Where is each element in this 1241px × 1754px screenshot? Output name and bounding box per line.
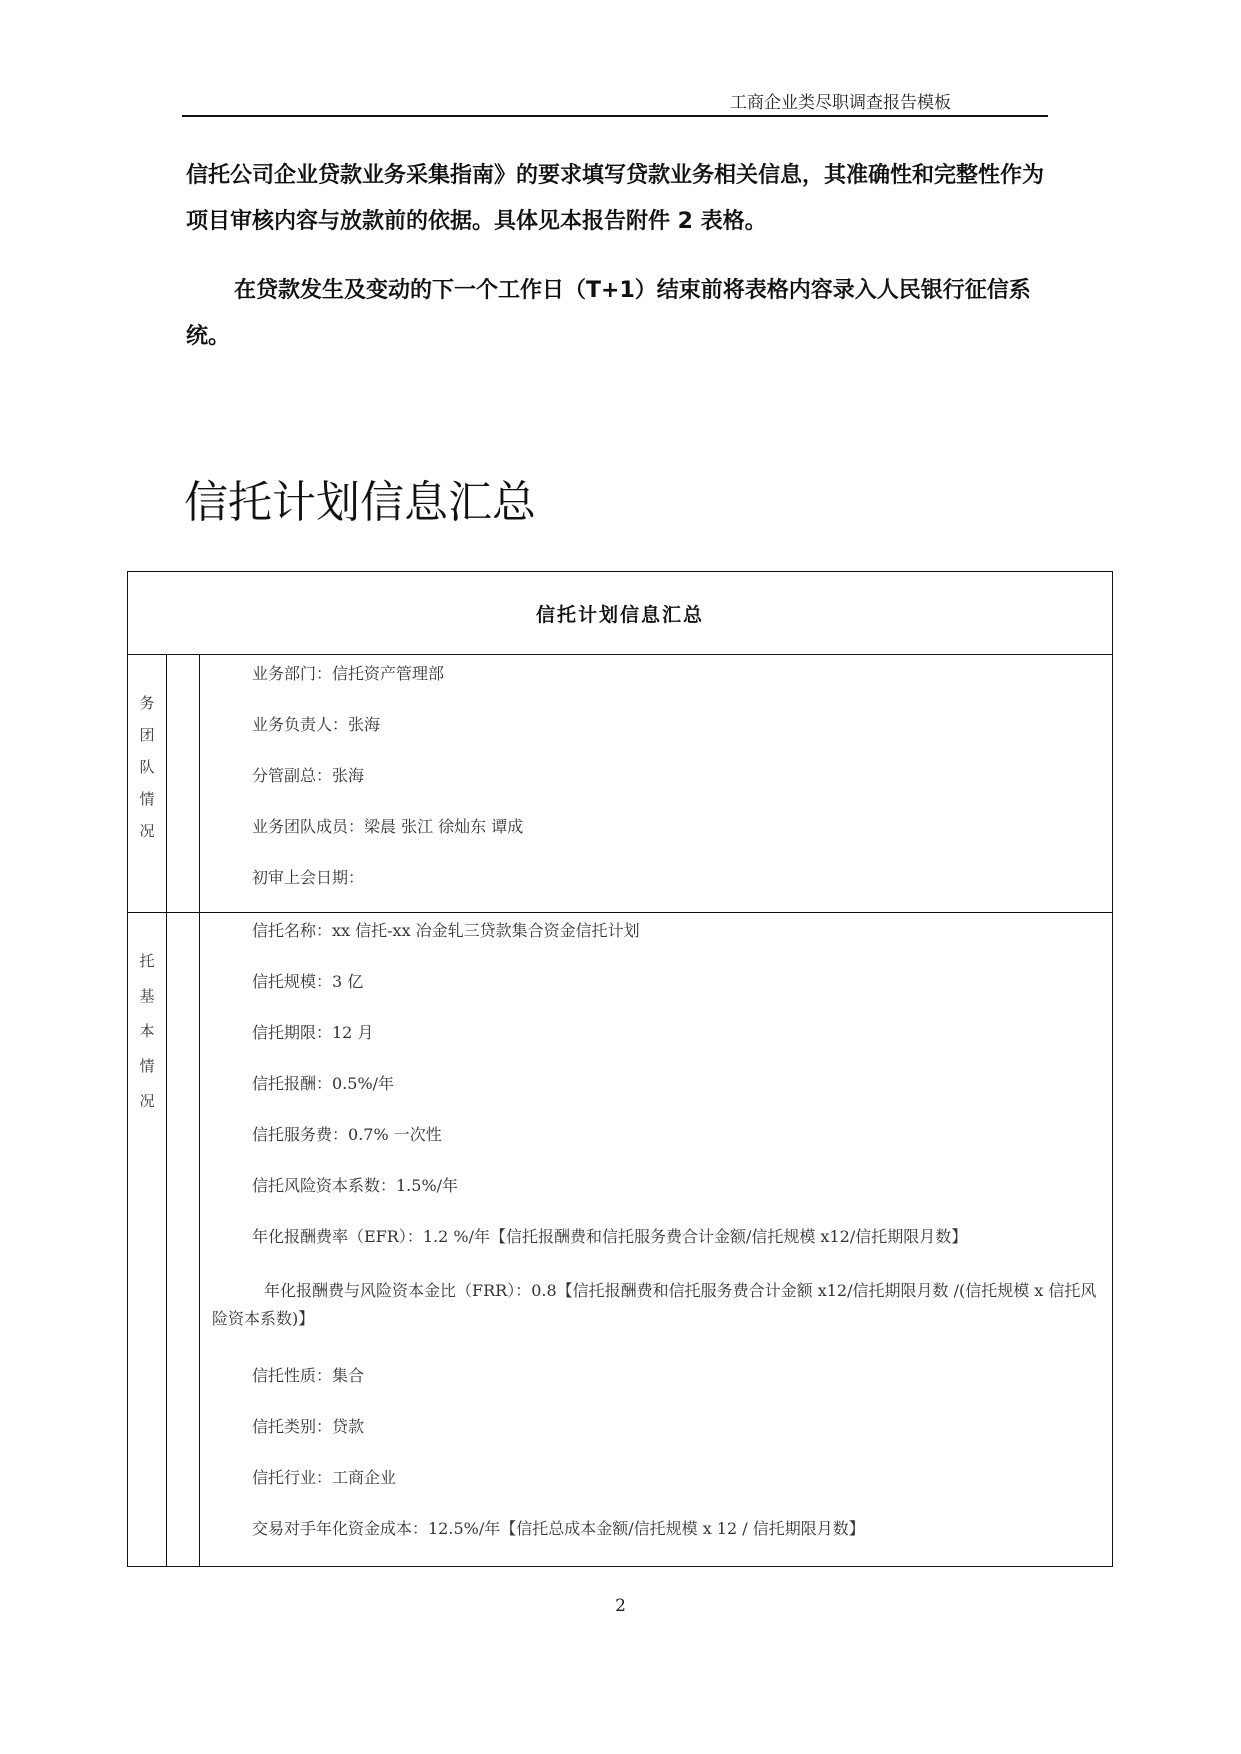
list-item: 信托期限：12 月 [252,1023,374,1042]
basic-content-cell [200,912,1112,1566]
label-char: 团 [139,726,155,744]
list-item: 交易对手年化资金成本：12.5%/年【信托总成本金额/信托规模 x 12 / 信托期限月数】 [252,1519,865,1538]
label-char: 况 [139,1092,155,1110]
list-item: 信托类别：贷款 [252,1417,365,1436]
label-char: 况 [139,822,155,840]
intro-paragraph-1: 信托公司企业贷款业务采集指南》的要求填写贷款业务相关信息，其准确性和完整性作为项目审核内容与放款前的依据。具体见本报告附件 2 表格。 [186,163,1045,234]
label-char: 基 [139,987,155,1005]
intro-paragraph-2: 在贷款发生及变动的下一个工作日（T+1）结束前将表格内容录入人民银行征信系统。 [186,278,1031,349]
page-header-title: 工商企业类尽职调查报告模板 [730,93,951,113]
label-char: 务 [139,694,155,712]
list-item: 业务部门：信托资产管理部 [252,664,445,683]
label-char: 队 [139,758,155,776]
spacer-cell [167,912,200,1566]
list-item: 信托名称：xx 信托-xx 冶金轧三贷款集合资金信托计划 [252,921,640,940]
list-item: 信托规模：3 亿 [252,972,364,991]
list-item: 信托风险资本系数：1.5%/年 [252,1176,459,1195]
list-item: 年化报酬费与风险资本金比（FRR）：0.8【信托报酬费和信托服务费合计金额 x12/信托期限月数 /(信托规模 x 信托风险资本系数)】 [212,1281,1097,1328]
list-item: 业务团队成员：梁晨 张江 徐灿东 谭成 [252,817,524,836]
list-item: 信托行业：工商企业 [252,1468,397,1487]
label-char: 情 [139,1057,155,1075]
label-char: 情 [139,790,155,808]
table-title: 信托计划信息汇总 [128,572,1112,655]
team-content-cell [200,654,1112,912]
trust-plan-summary-table [127,571,1113,1567]
team-row [128,654,1112,913]
basic-row-label [128,912,167,1566]
list-item: 信托报酬：0.5%/年 [252,1074,395,1093]
basic-info-row [128,912,1112,1566]
label-char: 托 [139,952,155,970]
section-heading: 信托计划信息汇总 [184,477,536,528]
list-item: 信托性质：集合 [252,1366,365,1385]
list-item: 信托服务费：0.7% 一次性 [252,1125,442,1144]
list-item: 初审上会日期： [252,868,365,887]
page-number: 2 [615,1596,626,1616]
list-item: 业务负责人：张海 [252,715,381,734]
list-item: 分管副总：张海 [252,766,365,785]
header-rule [182,115,1048,117]
team-row-label [128,654,167,912]
label-char: 本 [139,1022,155,1040]
list-item: 年化报酬费率（EFR）：1.2 %/年【信托报酬费和信托服务费合计金额/信托规模 x12/信托期限月数】 [252,1227,968,1246]
spacer-cell [167,654,200,912]
